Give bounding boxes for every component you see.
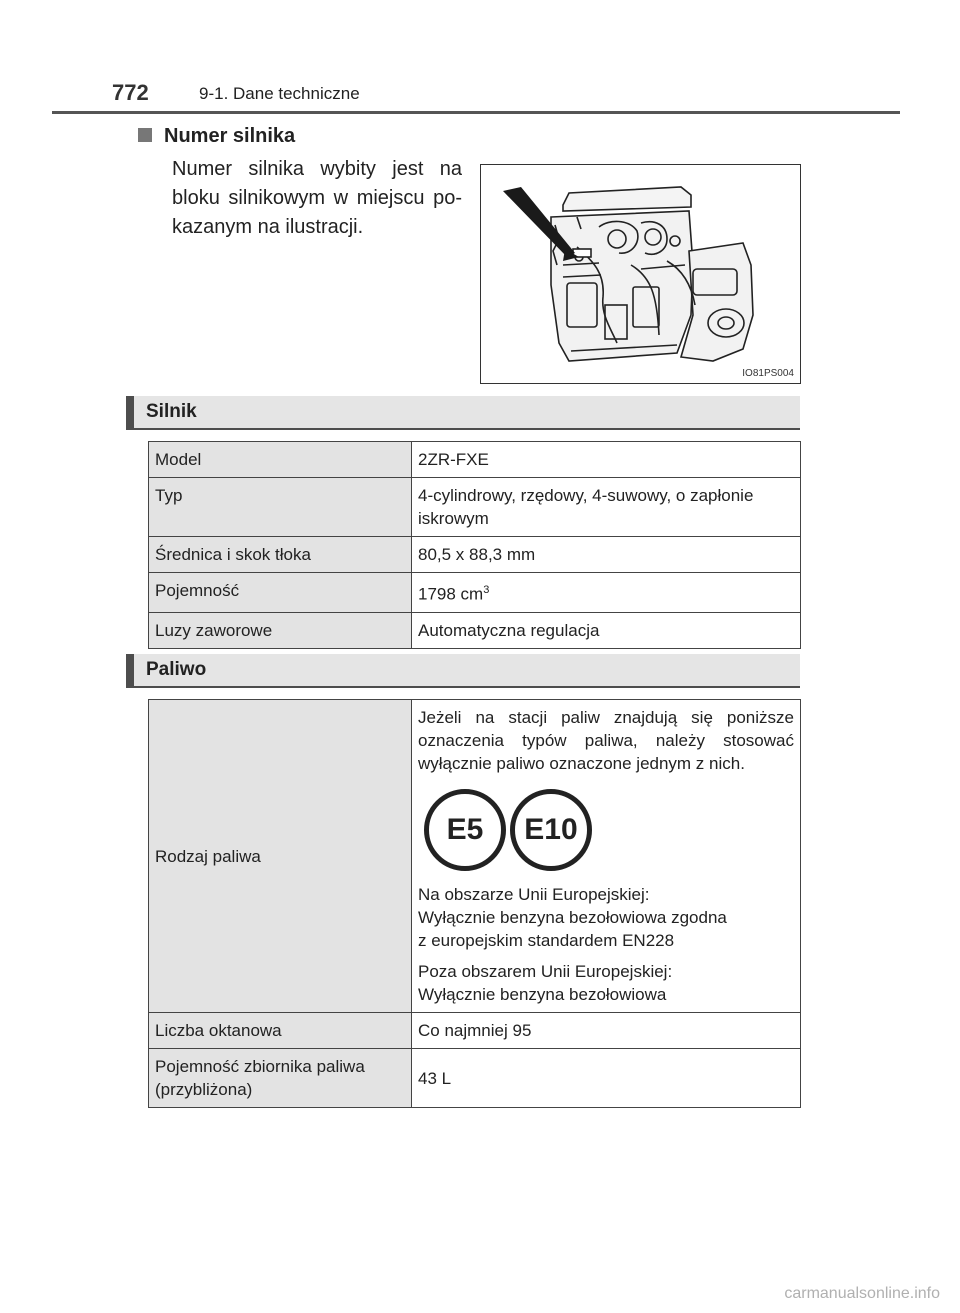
table-row	[149, 1013, 801, 1049]
spec-label: Pojemność	[149, 573, 412, 613]
fuel-spec-table	[148, 699, 801, 1108]
spec-value: 2ZR-FXE	[412, 442, 801, 478]
spec-label: Luzy zaworowe	[149, 612, 412, 648]
section-title: 9-1. Dane techniczne	[199, 84, 360, 103]
table-row	[149, 612, 801, 648]
figure-code: IO81PS004	[742, 368, 794, 379]
engine-number-heading-text: Numer silnika	[164, 125, 296, 147]
eu-line: Wyłącznie benzyna bezołowiowa zgodna	[418, 908, 727, 927]
eu-line: z europejskim standardem EN228	[418, 931, 675, 950]
fuel-type-details	[412, 700, 801, 1013]
engine-number-description: Numer silnika wybity jest na bloku silnikowym w miejscu po-kazanym na ilustracji.	[172, 158, 462, 238]
engine-number-heading	[138, 125, 295, 148]
table-row	[149, 478, 801, 537]
table-row	[149, 537, 801, 573]
page-number: 772	[112, 80, 149, 105]
table-row	[149, 573, 801, 613]
header-divider	[52, 111, 900, 114]
spec-value: Co najmniej 95	[412, 1013, 801, 1049]
displacement-value: 1798 cm	[418, 584, 484, 604]
spec-label: Pojemność zbiornika paliwa (przybliżona)	[149, 1049, 412, 1108]
section-bar-paliwo	[126, 654, 800, 686]
engine-block-drawing	[481, 165, 800, 383]
spec-label: Liczba oktanowa	[149, 1013, 412, 1049]
section-title-silnik: Silnik	[146, 401, 197, 422]
spec-label: Średnica i skok tłoka	[149, 537, 412, 573]
bullet-square-icon	[138, 128, 152, 142]
non-eu-line: Poza obszarem Unii Europejskiej:	[418, 962, 673, 981]
watermark: carmanualsonline.info	[784, 1285, 940, 1302]
fuel-badges	[424, 789, 794, 873]
non-eu-line: Wyłącznie benzyna bezołowiowa	[418, 985, 667, 1004]
displacement-unit-exponent: 3	[483, 584, 490, 596]
e5-fuel-label-icon: E5	[424, 789, 506, 871]
spec-value: Automatyczna regulacja	[412, 612, 801, 648]
eu-requirement	[418, 883, 794, 952]
non-eu-requirement	[418, 960, 794, 1006]
spec-label: Rodzaj paliwa	[149, 700, 412, 1013]
engine-spec-table	[148, 441, 801, 649]
section-bar-silnik	[126, 396, 800, 428]
table-row	[149, 1049, 801, 1108]
spec-value	[412, 573, 801, 613]
e10-fuel-label-icon: E10	[510, 789, 592, 871]
table-row	[149, 700, 801, 1013]
spec-value: 80,5 x 88,3 mm	[412, 537, 801, 573]
spec-value: 43 L	[412, 1049, 801, 1108]
spec-label: Typ	[149, 478, 412, 537]
table-row	[149, 442, 801, 478]
spec-value: 4-cylindrowy, rzędowy, 4-suwowy, o zapłonie iskrowym	[412, 478, 801, 537]
eu-line: Na obszarze Unii Europejskiej:	[418, 885, 650, 904]
spec-label: Model	[149, 442, 412, 478]
engine-illustration	[480, 164, 801, 384]
section-title-paliwo: Paliwo	[146, 659, 207, 680]
fuel-intro-text: Jeżeli na stacji paliw znajdują się poniższe oznaczenia typów paliwa, należy stosować wyłącznie paliwo oznaczone jednym z nich.	[418, 708, 794, 773]
